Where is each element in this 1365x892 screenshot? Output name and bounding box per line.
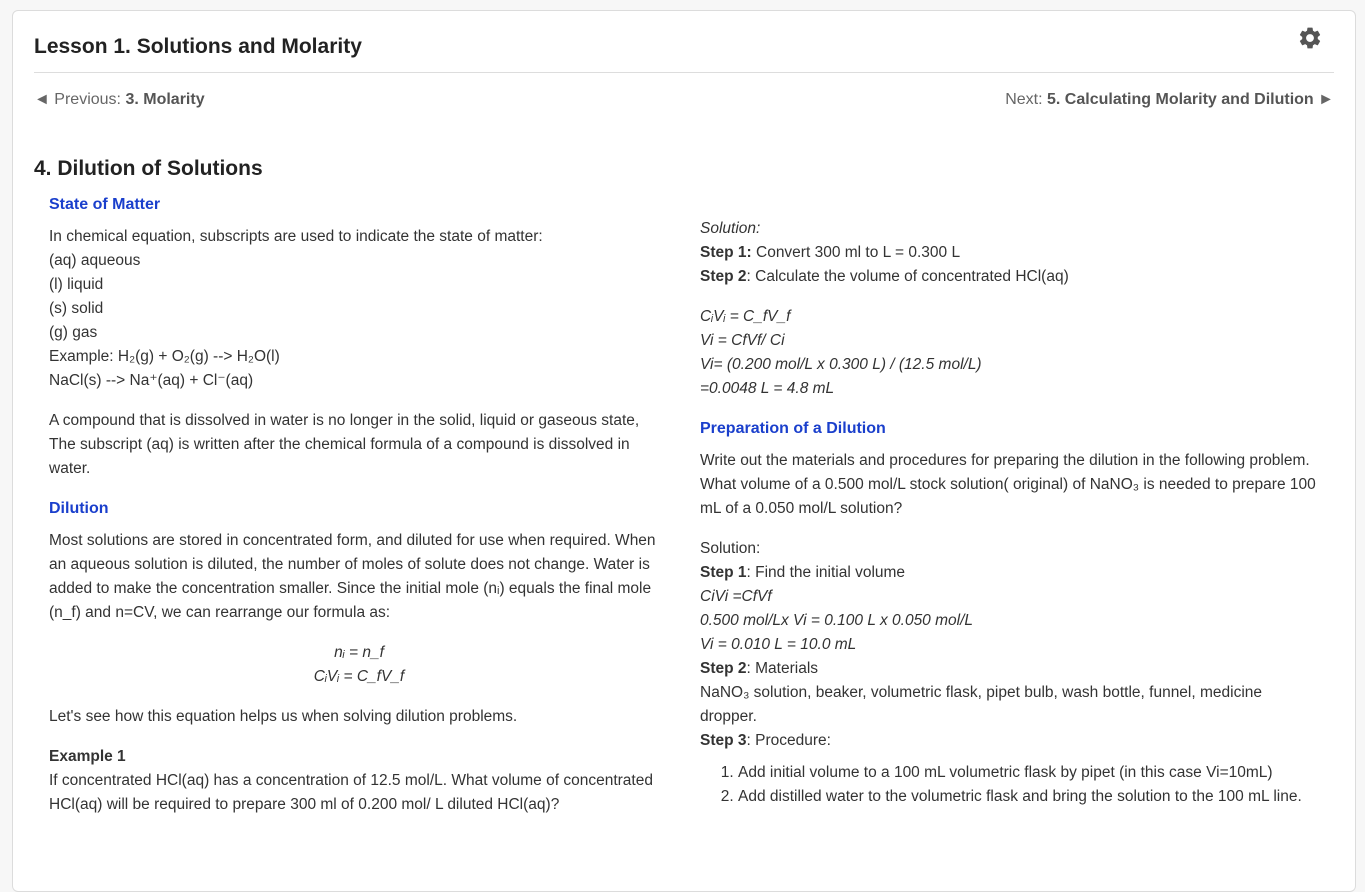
- lesson-title: Lesson 1. Solutions and Molarity: [34, 35, 362, 58]
- s2-step1-label: Step 1: [700, 564, 747, 581]
- previous-title[interactable]: 3. Molarity: [125, 91, 205, 108]
- state-g: (g) gas: [49, 324, 98, 341]
- preparation-heading: Preparation of a Dilution: [700, 420, 886, 437]
- triangle-left-icon: ◄: [34, 91, 50, 108]
- s2-calc-1: CiVi =CfVf: [700, 588, 772, 605]
- procedure-item: 2. Add distilled water to the volumetric flask and bring the solution to the 100 mL line.: [738, 785, 1320, 809]
- equation-moles: nᵢ = n_f: [334, 644, 384, 661]
- prep-paragraph-1: Write out the materials and procedures for preparing the dilution in the following problem.: [700, 452, 1310, 469]
- s2-step2-label: Step 2: [700, 660, 747, 677]
- lesson-card: [12, 10, 1356, 892]
- solution-label: Solution:: [700, 220, 761, 237]
- materials-text: NaNO₃ solution, beaker, volumetric flask, pipet bulb, wash bottle, funnel, medicine dropper.: [700, 684, 1263, 725]
- dissolved-paragraph: A compound that is dissolved in water is no longer in the solid, liquid or gaseous state, The subscript (aq) is written after the chemical formula of a compound is dissolved in water.: [49, 412, 640, 477]
- s2-step3-text: : Procedure:: [746, 732, 831, 749]
- next-title[interactable]: 5. Calculating Molarity and Dilution: [1047, 91, 1314, 108]
- s2-step3-label: Step 3: [700, 732, 747, 749]
- step2-text: : Calculate the volume of concentrated HCl(aq): [746, 268, 1069, 285]
- gear-icon[interactable]: [1297, 25, 1323, 51]
- state-intro: In chemical equation, subscripts are used to indicate the state of matter:: [49, 228, 543, 245]
- s2-step2-text: : Materials: [746, 660, 819, 677]
- previous-prefix: Previous:: [54, 91, 121, 108]
- next-prefix: Next:: [1005, 91, 1043, 108]
- nacl-line: NaCl(s) --> Na⁺(aq) + Cl⁻(aq): [49, 372, 254, 389]
- s2-calc-2: 0.500 mol/Lx Vi = 0.100 L x 0.050 mol/L: [700, 612, 974, 629]
- state-s: (s) solid: [49, 300, 104, 317]
- example1-text: If concentrated HCl(aq) has a concentration of 12.5 mol/L. What volume of concentrated HCl(aq) will be required to prepare 300 ml of 0.200 mol/ L diluted HCl(aq)?: [49, 772, 653, 813]
- state-l: (l) liquid: [49, 276, 104, 293]
- dilution-heading: Dilution: [49, 500, 109, 517]
- right-column: [700, 217, 1320, 809]
- step2-line: [700, 265, 1320, 289]
- previous-link[interactable]: [34, 91, 205, 109]
- s2-calc-3: Vi = 0.010 L = 10.0 mL: [700, 636, 857, 653]
- left-column: [49, 193, 669, 817]
- s2-step2-line: [700, 657, 1320, 681]
- calc-line-2: Vi = CfVf/ Ci: [700, 332, 785, 349]
- triangle-right-icon: ►: [1318, 91, 1334, 108]
- step1-line: [700, 241, 1320, 265]
- state-aq: (aq) aqueous: [49, 252, 141, 269]
- section-title: 4. Dilution of Solutions: [34, 157, 263, 180]
- dilution-paragraph: Most solutions are stored in concentrated form, and diluted for use when required. When an aqueous solution is diluted, the number of moles of solute does not change. Water is added to make the concentration smaller. Since the initial mole (nᵢ) equals the final mole (n_f) and n=CV, we can rearrange our formula as:: [49, 532, 656, 621]
- procedure-item: 1. Add initial volume to a 100 mL volumetric flask by pipet (in this case Vi=10mL): [738, 761, 1320, 785]
- example1-heading: Example 1: [49, 748, 126, 765]
- step2-label: Step 2: [700, 268, 747, 285]
- s2-step1-text: : Find the initial volume: [746, 564, 906, 581]
- header-divider: [34, 72, 1334, 73]
- equation-dilution: CᵢVᵢ = C_fV_f: [313, 668, 405, 685]
- state-of-matter-heading: State of Matter: [49, 196, 161, 213]
- s2-step1-line: [700, 561, 1320, 585]
- procedure-list: [700, 761, 1320, 809]
- calc-line-4: =0.0048 L = 4.8 mL: [700, 380, 835, 397]
- s2-step3-line: [700, 729, 1320, 753]
- step1-label: Step 1:: [700, 244, 752, 261]
- next-link[interactable]: [1005, 91, 1334, 109]
- lets-see-text: Let's see how this equation helps us when solving dilution problems.: [49, 708, 518, 725]
- example-line: Example: H₂(g) + O₂(g) --> H₂O(l): [49, 348, 280, 365]
- solution2-label: Solution:: [700, 540, 761, 557]
- prep-paragraph-2: What volume of a 0.500 mol/L stock solution( original) of NaNO₃ is needed to prepare 100 mL of a 0.050 mol/L solution?: [700, 476, 1316, 517]
- step1-text: Convert 300 ml to L = 0.300 L: [756, 244, 961, 261]
- calc-line-1: CᵢVᵢ = C_fV_f: [700, 308, 791, 325]
- calc-line-3: Vi= (0.200 mol/L x 0.300 L) / (12.5 mol/L): [700, 356, 982, 373]
